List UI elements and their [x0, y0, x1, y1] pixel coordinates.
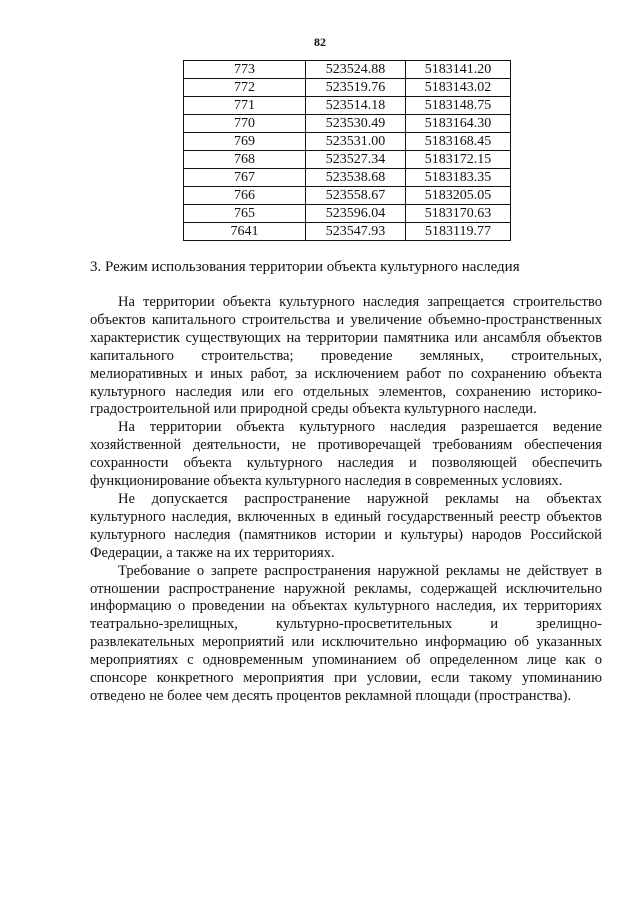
y-coordinate-cell: 5183168.45: [406, 133, 511, 151]
paragraph: На территории объекта культурного наследия разрешается ведение хозяйственной деятельности, не противоречащей требованиям обеспечения сохранности объекта культурного наследия и позволяющей обеспечить функционирование объекта культурного наследия в современных условиях.: [90, 419, 602, 490]
table-row: [184, 133, 511, 151]
table-row: [184, 61, 511, 79]
y-coordinate-cell: 5183183.35: [406, 169, 511, 187]
point-number-cell: 773: [184, 61, 306, 79]
x-coordinate-cell: 523514.18: [306, 97, 406, 115]
x-coordinate-cell: 523530.49: [306, 115, 406, 133]
y-coordinate-cell: 5183205.05: [406, 187, 511, 205]
point-number-cell: 771: [184, 97, 306, 115]
point-number-cell: 766: [184, 187, 306, 205]
section-body: [90, 294, 602, 706]
point-number-cell: 769: [184, 133, 306, 151]
point-number-cell: 7641: [184, 223, 306, 241]
x-coordinate-cell: 523596.04: [306, 205, 406, 223]
table-row: [184, 115, 511, 133]
paragraph: Не допускается распространение наружной рекламы на объектах культурного наследия, включенных в единый государственный реестр объектов культурного наследия (памятников истории и культуры) народов Российской Федерации, а также на их территориях.: [90, 490, 602, 561]
table-row: [184, 169, 511, 187]
paragraph: Требование о запрете распространения наружной рекламы не действует в отношении распространение наружной рекламы, содержащей исключительно информацию о проведении на объектах культурного наследия, их территориях театрально-зрелищных, культурно-просветительных и зрелищно-развлекательных мероприятий или исключительно информацию об указанных мероприятиях с одновременным упоминанием об определенном лице как о спонсоре конкретного мероприятия при условии, если такому упоминанию отведено не более чем десять процентов рекламной площади (пространства).: [90, 562, 602, 704]
table-row: [184, 205, 511, 223]
y-coordinate-cell: 5183148.75: [406, 97, 511, 115]
point-number-cell: 765: [184, 205, 306, 223]
y-coordinate-cell: 5183164.30: [406, 115, 511, 133]
x-coordinate-cell: 523538.68: [306, 169, 406, 187]
x-coordinate-cell: 523519.76: [306, 79, 406, 97]
y-coordinate-cell: 5183143.02: [406, 79, 511, 97]
x-coordinate-cell: 523558.67: [306, 187, 406, 205]
table-row: [184, 223, 511, 241]
table-row: [184, 187, 511, 205]
table-row: [184, 97, 511, 115]
section-heading: 3. Режим использования территории объекта культурного наследия: [90, 259, 520, 275]
x-coordinate-cell: 523531.00: [306, 133, 406, 151]
x-coordinate-cell: 523527.34: [306, 151, 406, 169]
y-coordinate-cell: 5183172.15: [406, 151, 511, 169]
x-coordinate-cell: 523547.93: [306, 223, 406, 241]
coordinates-table: [183, 60, 511, 241]
table-row: [184, 79, 511, 97]
y-coordinate-cell: 5183141.20: [406, 61, 511, 79]
point-number-cell: 768: [184, 151, 306, 169]
point-number-cell: 772: [184, 79, 306, 97]
point-number-cell: 770: [184, 115, 306, 133]
page-number: 82: [314, 35, 326, 49]
paragraph: На территории объекта культурного наследия запрещается строительство объектов капитального строительства и увеличение объемно-пространственных характеристик существующих на территории памятника или ансамбля объектов капитального строительства; проведение земляных, строительных, мелиоративных и иных работ, за исключением работ по сохранению объекта культурного наследия или его отдельных элементов, сохранению историко-градостроительной или природной среды объекта культурного наследи.: [90, 294, 602, 418]
y-coordinate-cell: 5183119.77: [406, 223, 511, 241]
x-coordinate-cell: 523524.88: [306, 61, 406, 79]
table-row: [184, 151, 511, 169]
point-number-cell: 767: [184, 169, 306, 187]
y-coordinate-cell: 5183170.63: [406, 205, 511, 223]
